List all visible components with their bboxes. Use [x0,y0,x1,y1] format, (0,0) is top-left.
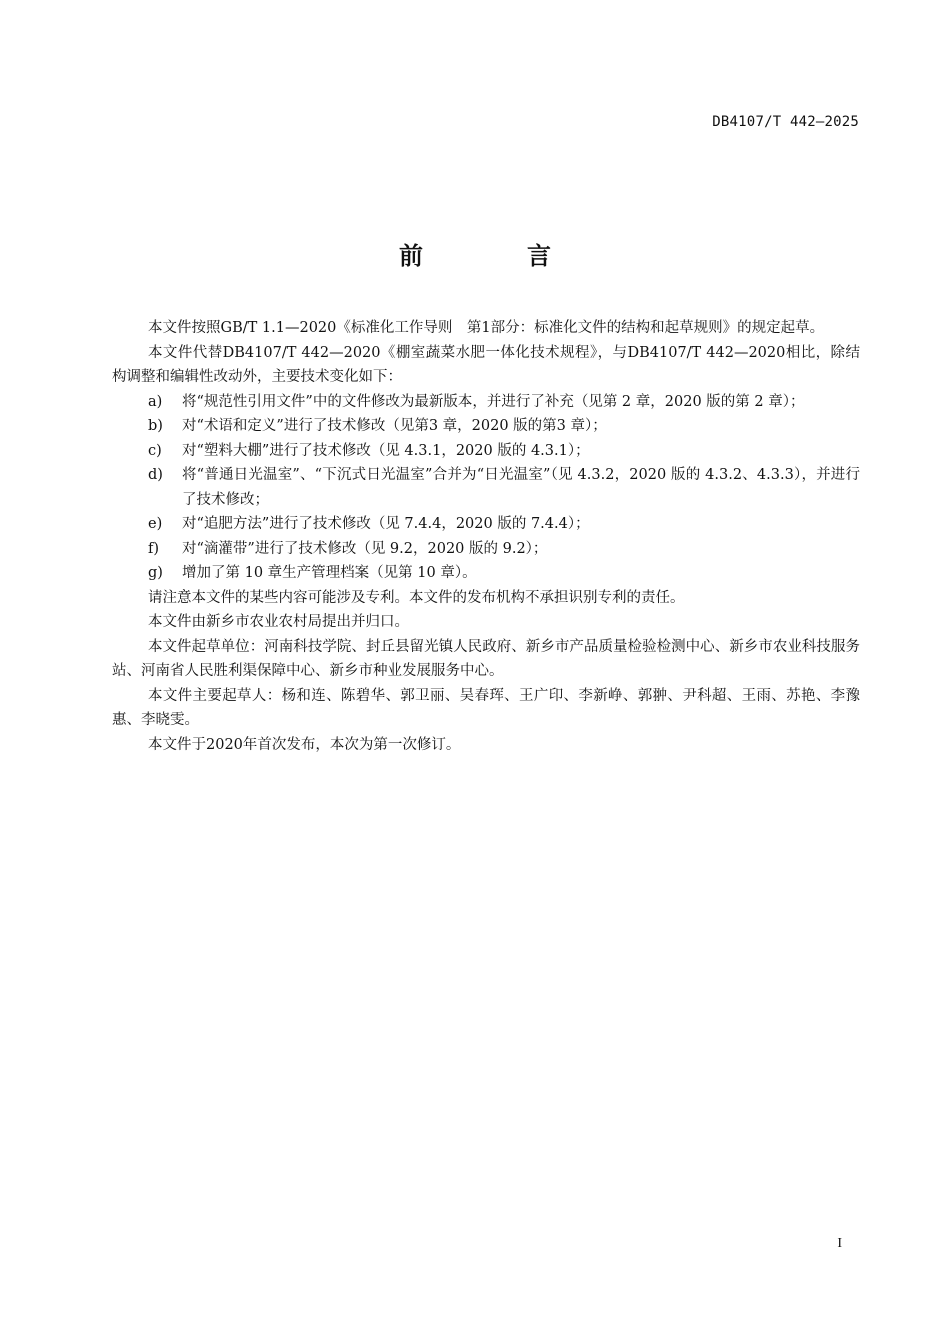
list-item [112,414,860,439]
paragraph-drafting-rules: 本文件按照GB/T 1.1—2020《标准化工作导则 第1部分：标准化文件的结构和起草规则》的规定起草。 [148,320,825,336]
list-item-text: 对“术语和定义”进行了技术修改（见第3 章，2020 版的第3 章）； [182,418,607,434]
list-item-text: 对“塑料大棚”进行了技术修改（见 4.3.1，2020 版的 4.3.1）； [182,442,590,459]
list-item [112,561,860,586]
list-item [112,512,860,537]
list-marker: a) [148,393,163,410]
paragraph-drafting-units: 本文件起草单位：河南科技学院、封丘县留光镇人民政府、新乡市产品质量检验检测中心、新乡市农业科技服务站、河南省人民胜利渠保障中心、新乡市种业发展服务中心。 [112,638,860,679]
list-item-text: 增加了第 10 章生产管理档案（见第 10 章）。 [182,565,477,581]
list-marker: c) [148,442,162,459]
paragraph-publication-history: 本文件于2020年首次发布，本次为第一次修订。 [148,736,461,753]
paragraph-drafters: 本文件主要起草人：杨和连、陈碧华、郭卫丽、吴春珲、王广印、李新峥、郭翀、尹科超、王雨、苏艳、李豫惠、李晓雯。 [112,687,860,728]
list-marker: f) [148,540,160,557]
technical-changes-list [112,390,860,586]
paragraph-proposer: 本文件由新乡市农业农村局提出并归口。 [148,614,409,630]
paragraph-patent-notice: 请注意本文件的某些内容可能涉及专利。本文件的发布机构不承担识别专利的责任。 [148,589,685,606]
page-title: 前 言 [399,242,591,270]
paragraph-replacement-notice: 本文件代替DB4107/T 442—2020《棚室蔬菜水肥一体化技术规程》，与DB4107/T 442—2020相比，除结构调整和编辑性改动外，主要技术变化如下： [112,344,860,385]
list-item-text: 对“滴灌带”进行了技术修改（见 9.2，2020 版的 9.2）； [182,540,548,557]
document-code: DB4107/T 442—2025 [712,114,859,130]
page-number: I [837,1236,842,1251]
list-item-text: 对“追肥方法”进行了技术修改（见 7.4.4，2020 版的 7.4.4）； [182,516,590,532]
list-item [112,463,860,512]
list-marker: e) [148,516,163,532]
list-marker: b) [148,418,163,434]
list-marker: g) [148,565,163,581]
foreword-body [112,316,860,757]
list-item-text: 将“规范性引用文件”中的文件修改为最新版本，并进行了补充（见第 2 章，2020 版的第 2 章）； [182,393,805,410]
list-item [112,439,860,464]
list-marker: d) [148,467,163,483]
list-item-text: 将“普通日光温室”、“下沉式日光温室”合并为“日光温室”（见 4.3.2，2020 版的 4.3.2、4.3.3），并进行了技术修改； [182,467,860,508]
list-item [112,537,860,562]
list-item [112,390,860,415]
